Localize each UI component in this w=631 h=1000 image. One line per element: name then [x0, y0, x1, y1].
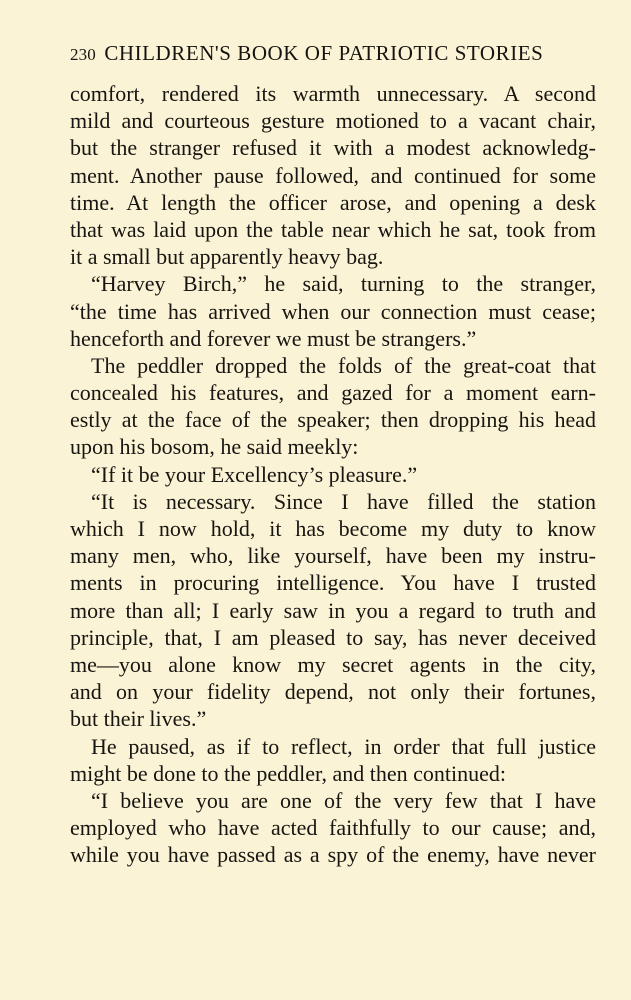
paragraph-start-line: The peddler dropped the folds of the great-coat that — [91, 352, 596, 378]
text-line: might be done to the peddler, and then continued: — [70, 760, 506, 786]
text-line: me—you alone know my secret agents in the city, — [70, 651, 596, 677]
book-title-header: CHILDREN'S BOOK OF PATRIOTIC STORIES — [104, 41, 544, 65]
text-line: and on your fidelity depend, not only their fortunes, — [70, 679, 596, 705]
text-line: which I now hold, it has become my duty to know — [70, 516, 596, 541]
text-line: many men, who, like yourself, have been my instru- — [70, 543, 596, 569]
paragraph-start-line: He paused, as if to reflect, in order that full justice — [91, 733, 596, 759]
text-line: time. At length the officer arose, and opening a desk — [70, 189, 596, 215]
page-number: 230 — [70, 45, 96, 64]
text-line: upon his bosom, he said meekly: — [70, 434, 359, 460]
text-line: it a small but apparently heavy bag. — [70, 244, 384, 270]
text-line: employed who have acted faithfully to our cause; and, — [70, 815, 596, 841]
paragraph-start-line: “I believe you are one of the very few that I have — [91, 787, 596, 813]
text-line: while you have passed as a spy of the enemy, have never — [70, 842, 596, 868]
text-line: but the stranger refused it with a modest acknowledg- — [70, 135, 596, 161]
text-line: that was laid upon the table near which he sat, took from — [70, 216, 596, 242]
story-text — [70, 80, 596, 900]
text-line: mild and courteous gesture motioned to a vacant chair, — [70, 108, 596, 134]
text-line: “the time has arrived when our connection must cease; — [70, 298, 596, 324]
text-line: more than all; I early saw in you a regard to truth and — [70, 597, 596, 623]
text-line: concealed his features, and gazed for a moment earn- — [70, 380, 596, 406]
text-line: estly at the face of the speaker; then dropping his head — [70, 407, 596, 433]
paragraph-start-line: “Harvey Birch,” he said, turning to the stranger, — [91, 271, 596, 297]
text-line: henceforth and forever we must be strangers.” — [70, 325, 477, 351]
text-line: but their lives.” — [70, 706, 207, 732]
text-line: ments in procuring intelligence. You have I trusted — [70, 570, 596, 596]
text-line: comfort, rendered its warmth unnecessary. A second — [70, 81, 596, 106]
running-head — [70, 38, 558, 68]
text-line: ment. Another pause followed, and continued for some — [70, 162, 596, 188]
paragraph-start-line: “If it be your Excellency’s pleasure.” — [91, 461, 418, 487]
paragraph-start-line: “It is necessary. Since I have filled the station — [91, 488, 596, 514]
text-line: principle, that, I am pleased to say, has never deceived — [70, 624, 596, 650]
